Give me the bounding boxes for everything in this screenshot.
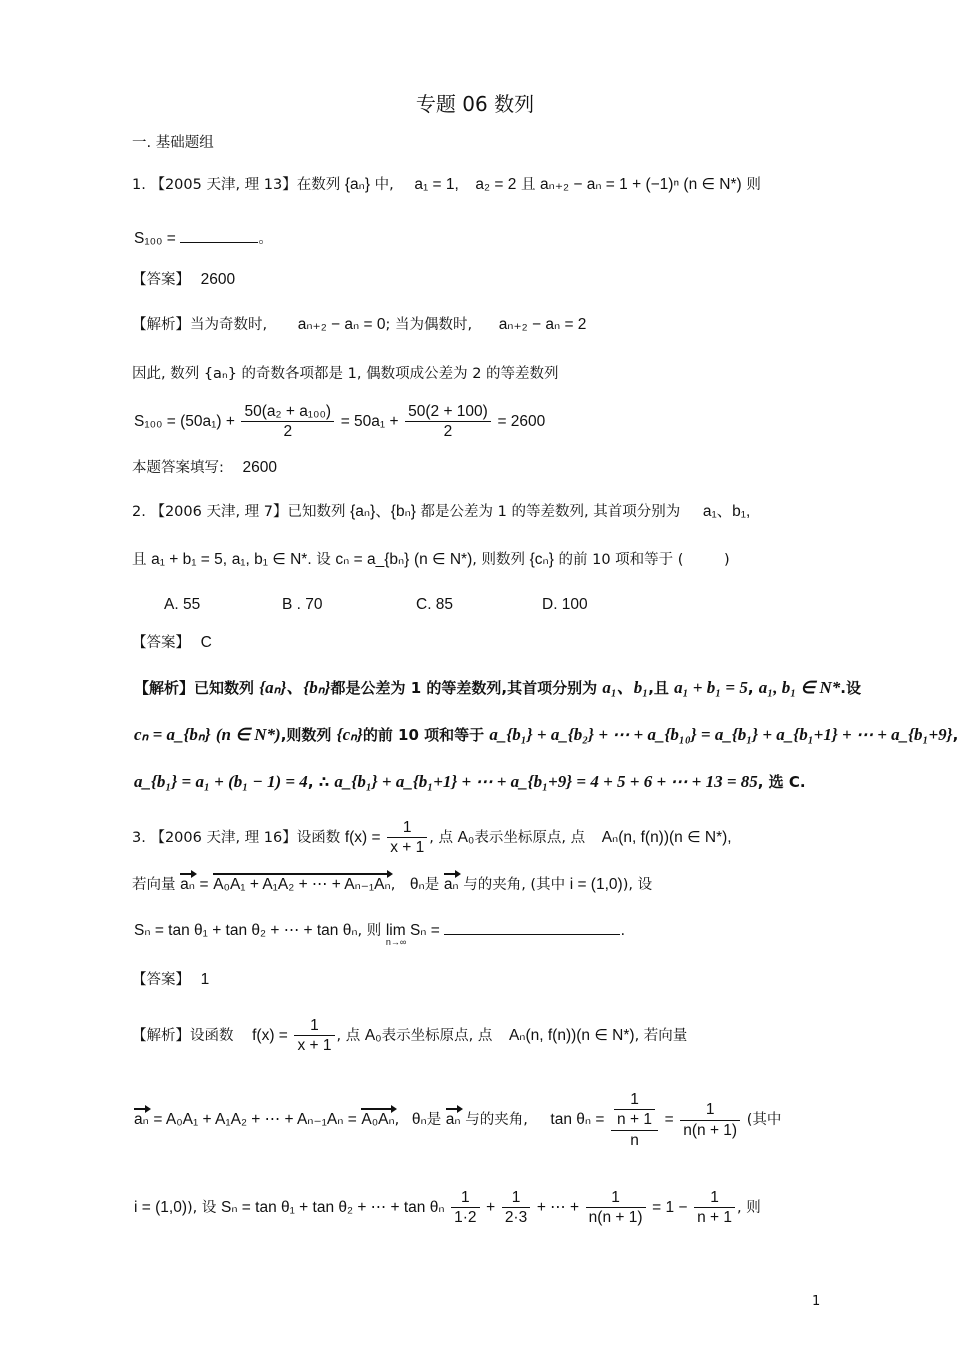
- problem-1-ask: S₁₀₀ =: [134, 230, 176, 247]
- problem-1-ask-end: 。: [258, 231, 273, 247]
- c-domain: (n ∈ N*): [413, 551, 473, 568]
- analysis-label: 【解析】: [134, 679, 195, 697]
- even-equation: aₙ₊₂ − aₙ = 2: [498, 316, 587, 333]
- text: 的前 10 项和等于 (: [558, 552, 684, 568]
- answer-label: 【答案】: [132, 272, 190, 288]
- text: =: [199, 876, 209, 893]
- fraction-denominator: 2: [283, 423, 293, 441]
- problem-2-analysis-line-1: [134, 678, 861, 698]
- text: 表示坐标原点, 点: [381, 1027, 493, 1044]
- answer-label: 【答案】: [132, 635, 190, 651]
- tan-nested-fraction: [611, 1090, 658, 1131]
- vector-sum: A₀A₁ + A₁A₂ + ⋯ + Aₙ₋₁Aₙ: [213, 876, 391, 893]
- problem-1-seq: {aₙ}: [344, 176, 370, 193]
- text: , 点: [429, 829, 453, 846]
- analysis-text: 当为奇数时,: [190, 317, 268, 333]
- text: ,则数列: [280, 726, 332, 744]
- text: 已知数列: [194, 679, 255, 697]
- math: a_{b₁} + a_{b₂} + ⋯ + a_{b₁₀} = a_{b₁} + a_{b₁+1} + ⋯ + a_{b₁+9}: [489, 725, 953, 744]
- text: ,: [394, 1112, 400, 1129]
- unit-vector-i: i = (1,0): [134, 1198, 187, 1216]
- text: ), 设: [186, 1199, 217, 1216]
- problem-2-seqs: {aₙ}、{bₙ}: [350, 503, 416, 520]
- function-fraction: [294, 1016, 334, 1056]
- text: 设函数: [190, 1027, 234, 1044]
- text: , 选 C.: [757, 773, 806, 791]
- function-lhs: f(x) =: [252, 1026, 288, 1044]
- problem-3-statement: [132, 818, 732, 858]
- text: = 1 −: [652, 1198, 688, 1216]
- analysis-label: 【解析】: [132, 1027, 190, 1044]
- text: 且: [132, 552, 147, 568]
- fraction-numerator: 1: [694, 1188, 735, 1208]
- fraction-numerator: 1: [451, 1188, 479, 1208]
- problem-1-blank: [180, 242, 258, 243]
- sn-definition: Sₙ = tan θ₁ + tan θ₂ + ⋯ + tan θₙ: [220, 1198, 445, 1216]
- text: + ⋯ +: [536, 1198, 580, 1216]
- fraction-denominator: n: [630, 1131, 639, 1149]
- page-title: 专题 06 数列: [415, 92, 535, 116]
- text: 都是公差为 1 的等差数列,其首项分别为: [330, 679, 598, 697]
- text: =: [664, 1111, 674, 1129]
- problem-1-question: [134, 230, 273, 249]
- problem-1-statement: [132, 176, 761, 195]
- text: 表示坐标原点, 点: [474, 829, 586, 846]
- problem-3-vector: [132, 876, 652, 895]
- fraction-denominator: 2: [443, 423, 453, 441]
- c-definition: cₙ = a_{bₙ}: [335, 551, 410, 568]
- math: a_{b₁} = a₁ + (b₁ − 1) = 4: [134, 772, 308, 791]
- problem-2-condition: [132, 551, 730, 570]
- fraction-numerator: 1: [502, 1188, 530, 1208]
- fraction-denominator: n(n + 1): [588, 1209, 643, 1227]
- theta-n: θₙ: [409, 876, 425, 893]
- problem-1-mid: 中,: [374, 177, 394, 193]
- condition-1: a₁ + b₁ = 5,: [151, 551, 228, 568]
- text: 与的夹角,: [465, 1112, 528, 1129]
- problem-1-fill: [132, 459, 277, 478]
- math: (n ∈ N*): [215, 725, 281, 744]
- math: a₁、b₁: [602, 678, 649, 697]
- sum-term-n: [586, 1188, 646, 1228]
- problem-3-blank: [444, 934, 620, 935]
- fraction-numerator: 1: [294, 1016, 334, 1036]
- answer-label: 【答案】: [132, 972, 190, 988]
- fraction-numerator: 50(a₂ + a₁₀₀): [241, 402, 334, 422]
- point-a0: A₀: [457, 828, 475, 846]
- unit-vector-i: i = (1,0): [569, 876, 623, 893]
- option-d: D. 100: [542, 596, 588, 613]
- problem-1-label: 1. 【2005 天津, 理 13】在数列: [132, 177, 341, 193]
- sum-result-fraction: [694, 1188, 735, 1228]
- problem-1-eq2: a₂ = 2: [475, 176, 517, 193]
- vector-sum: = A₀A₁ + A₁A₂ + ⋯ + Aₙ₋₁Aₙ =: [153, 1111, 357, 1129]
- answer-value: 1: [200, 971, 210, 988]
- point-a0: A₀: [364, 1026, 382, 1044]
- answer-value: 2600: [200, 271, 236, 288]
- limit-expression: [385, 922, 440, 947]
- text: 是: [426, 1112, 442, 1129]
- text: 设: [316, 552, 331, 568]
- limit: lim Sₙ =: [385, 922, 440, 939]
- fraction-denominator: n(n + 1): [683, 1121, 738, 1139]
- function-lhs: f(x) =: [344, 828, 381, 846]
- vector-an: aₙ: [180, 876, 195, 893]
- text: 是: [424, 877, 440, 893]
- tan-result-fraction: [680, 1100, 740, 1140]
- fraction-denominator: 2·3: [504, 1209, 528, 1227]
- problem-2-options: [164, 596, 588, 615]
- vector-an: aₙ: [134, 1111, 149, 1129]
- text: ,: [952, 726, 958, 744]
- problem-1-sum-formula: [134, 402, 545, 442]
- sum-term-1: [451, 1188, 479, 1228]
- tan-lhs: tan θₙ =: [550, 1111, 605, 1129]
- sum-fraction-1: [241, 402, 334, 442]
- tan-fraction: [611, 1090, 658, 1150]
- sum-lhs: S₁₀₀ = (50a₁) +: [134, 412, 235, 430]
- fraction-numerator: 1: [387, 818, 427, 838]
- fraction-denominator: x + 1: [297, 1037, 332, 1055]
- function-fraction: [387, 818, 427, 858]
- odd-equation: aₙ₊₂ − aₙ = 0: [297, 316, 386, 333]
- point-an: Aₙ(n, f(n))(n ∈ N*): [508, 1026, 635, 1044]
- section-heading: 一. 基础题组: [132, 135, 214, 151]
- text: ,: [747, 679, 754, 697]
- tan-inner-fraction: [614, 1090, 655, 1130]
- sum-mid: = 50a₁ +: [340, 412, 399, 430]
- problem-1-recurrence: aₙ₊₂ − aₙ = 1 + (−1)ⁿ (n ∈ N*): [540, 176, 742, 193]
- problem-3-analysis-line-3: [134, 1188, 761, 1228]
- problem-3-label: 3. 【2006 天津, 理 16】设函数: [132, 829, 341, 846]
- text: .: [620, 923, 626, 939]
- problem-2-label: 2. 【2006 天津, 理 7】已知数列: [132, 504, 346, 520]
- option-c: C. 85: [416, 596, 454, 613]
- problem-2-first-terms: a₁、b₁,: [702, 503, 751, 520]
- theta-n: θₙ: [411, 1111, 427, 1129]
- answer-value: C: [200, 634, 212, 651]
- problem-1-and: 且: [520, 177, 536, 193]
- math: {aₙ}、{bₙ}: [259, 678, 331, 697]
- text: ): [724, 552, 730, 568]
- text: 若向量: [132, 877, 176, 893]
- limit-subscript: n→∞: [385, 937, 407, 947]
- problem-2-answer: [132, 634, 212, 653]
- text: (其中: [746, 1112, 782, 1129]
- sum-rhs: = 2600: [497, 412, 546, 430]
- problem-2-analysis-line-2: [134, 725, 958, 745]
- text: +: [486, 1198, 496, 1216]
- analysis-label: 【解析】: [132, 317, 190, 333]
- fraction-numerator: 1: [586, 1188, 646, 1208]
- fraction-denominator: n + 1: [697, 1209, 732, 1227]
- problem-1-then: 则: [746, 177, 761, 193]
- text: ), 设: [622, 877, 653, 893]
- text: , 若向量: [634, 1027, 688, 1044]
- problem-2-desc: 都是公差为 1 的等差数列, 其首项分别为: [420, 504, 681, 520]
- text: , 点: [336, 1027, 361, 1044]
- option-b: B . 70: [282, 596, 323, 613]
- problem-1-answer: [132, 271, 235, 290]
- text: , 则: [736, 1199, 761, 1216]
- problem-2-statement: [132, 503, 750, 522]
- text: .设: [840, 679, 861, 697]
- condition-2: a₁, b₁ ∈ N*.: [231, 551, 312, 568]
- fill-label: 本题答案填写:: [132, 460, 224, 476]
- problem-1-analysis: [132, 316, 586, 335]
- option-a: A. 55: [164, 596, 201, 613]
- math: a₁, b₁ ∈ N*: [758, 678, 841, 697]
- math: cₙ = a_{bₙ}: [134, 725, 211, 744]
- point-an: Aₙ(n, f(n))(n ∈ N*),: [601, 828, 732, 846]
- problem-3-question: [134, 922, 626, 947]
- text: , 则: [357, 923, 382, 939]
- problem-3-analysis-line-2: [134, 1090, 781, 1150]
- text: 与的夹角, (其中: [463, 877, 566, 893]
- text: ,: [390, 877, 396, 893]
- problem-3-answer: [132, 971, 209, 990]
- fraction-numerator: 1: [680, 1100, 740, 1120]
- sum-fraction-2: [405, 402, 491, 442]
- fraction-denominator: 1·2: [454, 1209, 477, 1227]
- sn-definition: Sₙ = tan θ₁ + tan θ₂ + ⋯ + tan θₙ: [134, 922, 358, 939]
- vector-an: aₙ: [443, 876, 459, 893]
- vector-result: A₀Aₙ: [361, 1111, 395, 1129]
- vector-an: aₙ: [445, 1111, 461, 1129]
- text: 的前 10 项和等于: [362, 726, 485, 744]
- problem-1-conclusion: 因此, 数列 {aₙ} 的奇数各项都是 1, 偶数项成公差为 2 的等差数列: [132, 366, 559, 382]
- text: , 则数列: [472, 552, 525, 568]
- sum-term-2: [502, 1188, 530, 1228]
- math: a₁ + b₁ = 5: [674, 678, 748, 697]
- page-number: 1: [812, 1294, 821, 1309]
- fill-value: 2600: [242, 459, 277, 476]
- fraction-numerator: 1: [614, 1090, 655, 1110]
- problem-1-eq1: a₁ = 1,: [414, 176, 459, 193]
- problem-2-analysis-line-3: [134, 772, 806, 792]
- problem-3-analysis-line-1: [132, 1016, 687, 1056]
- math: {cₙ}: [336, 725, 363, 744]
- analysis-text: ; 当为偶数时,: [385, 317, 473, 333]
- math: a_{b₁} + a_{b₁+1} + ⋯ + a_{b₁+9} = 4 + 5 + 6 + ⋯ + 13 = 85: [334, 772, 758, 791]
- fraction-numerator: 50(2 + 100): [405, 402, 491, 422]
- text: ,且: [648, 679, 669, 697]
- fraction-denominator: x + 1: [390, 839, 425, 857]
- fraction-denominator: n + 1: [617, 1111, 652, 1129]
- c-sequence: {cₙ}: [529, 551, 554, 568]
- text: , ∴: [307, 773, 330, 791]
